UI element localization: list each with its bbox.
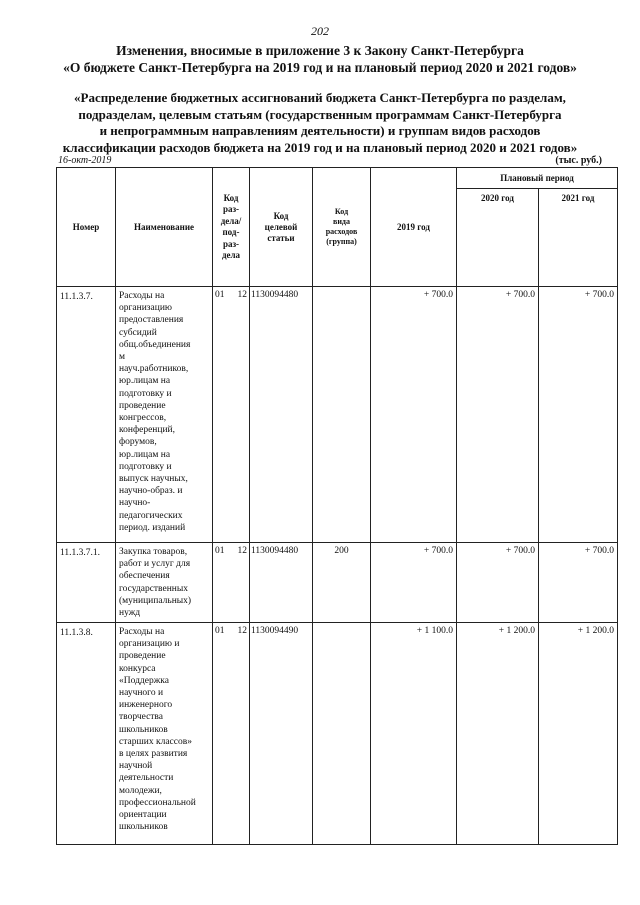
row-2021: + 1 200.0	[539, 623, 618, 845]
row-number: 11.1.3.7.	[57, 287, 116, 543]
header-2019: 2019 год	[371, 168, 457, 287]
table-row	[57, 623, 618, 845]
header-section-line: дела	[221, 250, 241, 260]
row-target: 1130094480	[250, 287, 313, 543]
row-name-line: школьников	[119, 822, 168, 833]
header-kind-line: расходов	[325, 227, 358, 236]
header-section-line: Код	[223, 192, 239, 203]
row-2019: + 1 100.0	[371, 623, 457, 845]
row-section-code: 01	[215, 626, 225, 636]
row-name-line: педагогических	[119, 510, 183, 521]
row-section	[213, 287, 250, 543]
table-row	[57, 543, 618, 623]
row-name	[116, 623, 213, 845]
row-name-line: старших классов»	[119, 736, 192, 747]
row-name-line: (муниципальных)	[119, 595, 192, 606]
row-name-line: ориентации	[119, 810, 167, 821]
units-label: (тыс. руб.)	[555, 155, 602, 166]
header-kind-line: (группа)	[326, 237, 357, 246]
row-name-line: конгрессов,	[119, 413, 167, 424]
header-target-line: целевой	[264, 221, 298, 232]
header-target-line: статьи	[267, 232, 295, 243]
header-target	[250, 168, 313, 287]
row-section	[213, 623, 250, 845]
row-name-line: в целях развития	[119, 749, 188, 760]
subtitle-line: и непрограммным направлениям деятельности) и группам видов расходов	[99, 123, 541, 138]
row-section-code: 01	[215, 546, 225, 556]
row-name-line: нужд	[119, 608, 141, 619]
row-2020: + 700.0	[457, 543, 539, 623]
header-section	[213, 168, 250, 287]
header-2021: 2021 год	[539, 189, 618, 287]
row-name-line: общ.объединения	[119, 339, 191, 350]
row-2019: + 700.0	[371, 287, 457, 543]
page-number: 202	[311, 24, 329, 38]
header-section-line: дела/	[220, 215, 242, 226]
row-name	[116, 543, 213, 623]
row-name-line: профессиональной	[119, 797, 196, 808]
row-name-line: подготовку и	[119, 388, 172, 399]
row-name-line: научной	[119, 761, 153, 772]
row-name-line: выпуск научных,	[119, 474, 188, 485]
document-date: 16-окт-2019	[58, 155, 112, 166]
row-kind	[313, 623, 371, 845]
subtitle-line: классификации расходов бюджета на 2019 год и на плановый период 2020 и 2021 годов»	[62, 139, 578, 155]
row-kind	[313, 287, 371, 543]
row-name-line: научно-	[119, 498, 151, 509]
header-2020: 2020 год	[457, 189, 539, 287]
row-name-line: организацию и	[119, 639, 180, 650]
row-subsection-code: 12	[237, 546, 247, 556]
row-name-line: форумов,	[119, 437, 157, 448]
row-name-line: государственных	[119, 583, 189, 594]
row-name-line: проведение	[119, 400, 166, 411]
row-name-line: молодежи,	[119, 785, 162, 796]
row-target: 1130094480	[250, 543, 313, 623]
row-name-line: юр.лицам на	[119, 449, 171, 460]
row-subsection-code: 12	[237, 626, 247, 636]
row-kind: 200	[313, 543, 371, 623]
header-section-line: раз-	[222, 238, 240, 249]
row-2021: + 700.0	[539, 543, 618, 623]
row-name-line: инженерного	[119, 700, 173, 711]
row-name-line: научно-образ. и	[119, 486, 183, 497]
title-line: «О бюджете Санкт-Петербурга на 2019 год и на плановый период 2020 и 2021 годов»	[63, 60, 577, 75]
header-number: Номер	[57, 168, 116, 287]
row-number: 11.1.3.7.1.	[57, 543, 116, 623]
row-name-line: предоставления	[119, 315, 184, 326]
header-kind	[313, 168, 371, 287]
header-kind-line: вида	[333, 217, 350, 226]
subtitle-line: «Распределение бюджетных ассигнований бюджета Санкт-Петербурга по разделам,	[74, 90, 566, 105]
row-section-code: 01	[215, 290, 225, 300]
budget-table	[56, 167, 618, 845]
row-subsection-code: 12	[237, 290, 247, 300]
row-name-line: Закупка товаров,	[119, 547, 188, 557]
row-name-line: конференций,	[119, 425, 176, 436]
row-name-line: конкурса	[119, 663, 156, 674]
row-name-line: м	[119, 352, 126, 363]
row-name	[116, 287, 213, 543]
row-name-line: период. изданий	[119, 522, 186, 533]
row-number: 11.1.3.8.	[57, 623, 116, 845]
row-name-line: науч.работников,	[119, 364, 189, 375]
row-2021: + 700.0	[539, 287, 618, 543]
row-target: 1130094490	[250, 623, 313, 845]
document-title	[20, 42, 620, 76]
row-section	[213, 543, 250, 623]
header-name: Наименование	[116, 168, 213, 287]
row-name-line: проведение	[119, 651, 166, 662]
header-plan-period: Плановый период	[457, 168, 618, 189]
row-name-line: научного и	[119, 688, 164, 699]
row-2020: + 700.0	[457, 287, 539, 543]
row-2019: + 700.0	[371, 543, 457, 623]
header-section-line: раз-	[222, 204, 240, 214]
title-line: Изменения, вносимые в приложение 3 к Закону Санкт-Петербурга	[116, 43, 524, 58]
row-name-line: организацию	[119, 303, 173, 314]
row-name-line: школьников	[119, 724, 168, 735]
row-name-line: деятельности	[119, 773, 174, 784]
row-name-line: субсидий	[119, 327, 157, 338]
header-section-line: под-	[222, 227, 240, 237]
row-name-line: творчества	[119, 712, 164, 723]
document-subtitle	[20, 90, 620, 156]
row-name-line: Расходы на	[119, 627, 165, 637]
row-name-line: юр.лицам на	[119, 376, 171, 387]
table-row	[57, 287, 618, 543]
row-name-line: подготовку и	[119, 461, 172, 472]
row-name-line: «Поддержка	[119, 675, 169, 686]
header-kind-line: Код	[334, 207, 349, 216]
row-name-line: Расходы на	[119, 291, 165, 301]
table-header-row	[57, 168, 618, 189]
subtitle-line: подразделам, целевым статьям (государственным программам Санкт-Петербурга	[78, 106, 562, 122]
row-name-line: обеспечения	[119, 571, 170, 582]
row-2020: + 1 200.0	[457, 623, 539, 845]
row-name-line: работ и услуг для	[119, 559, 191, 570]
header-target-line: Код	[273, 210, 289, 221]
